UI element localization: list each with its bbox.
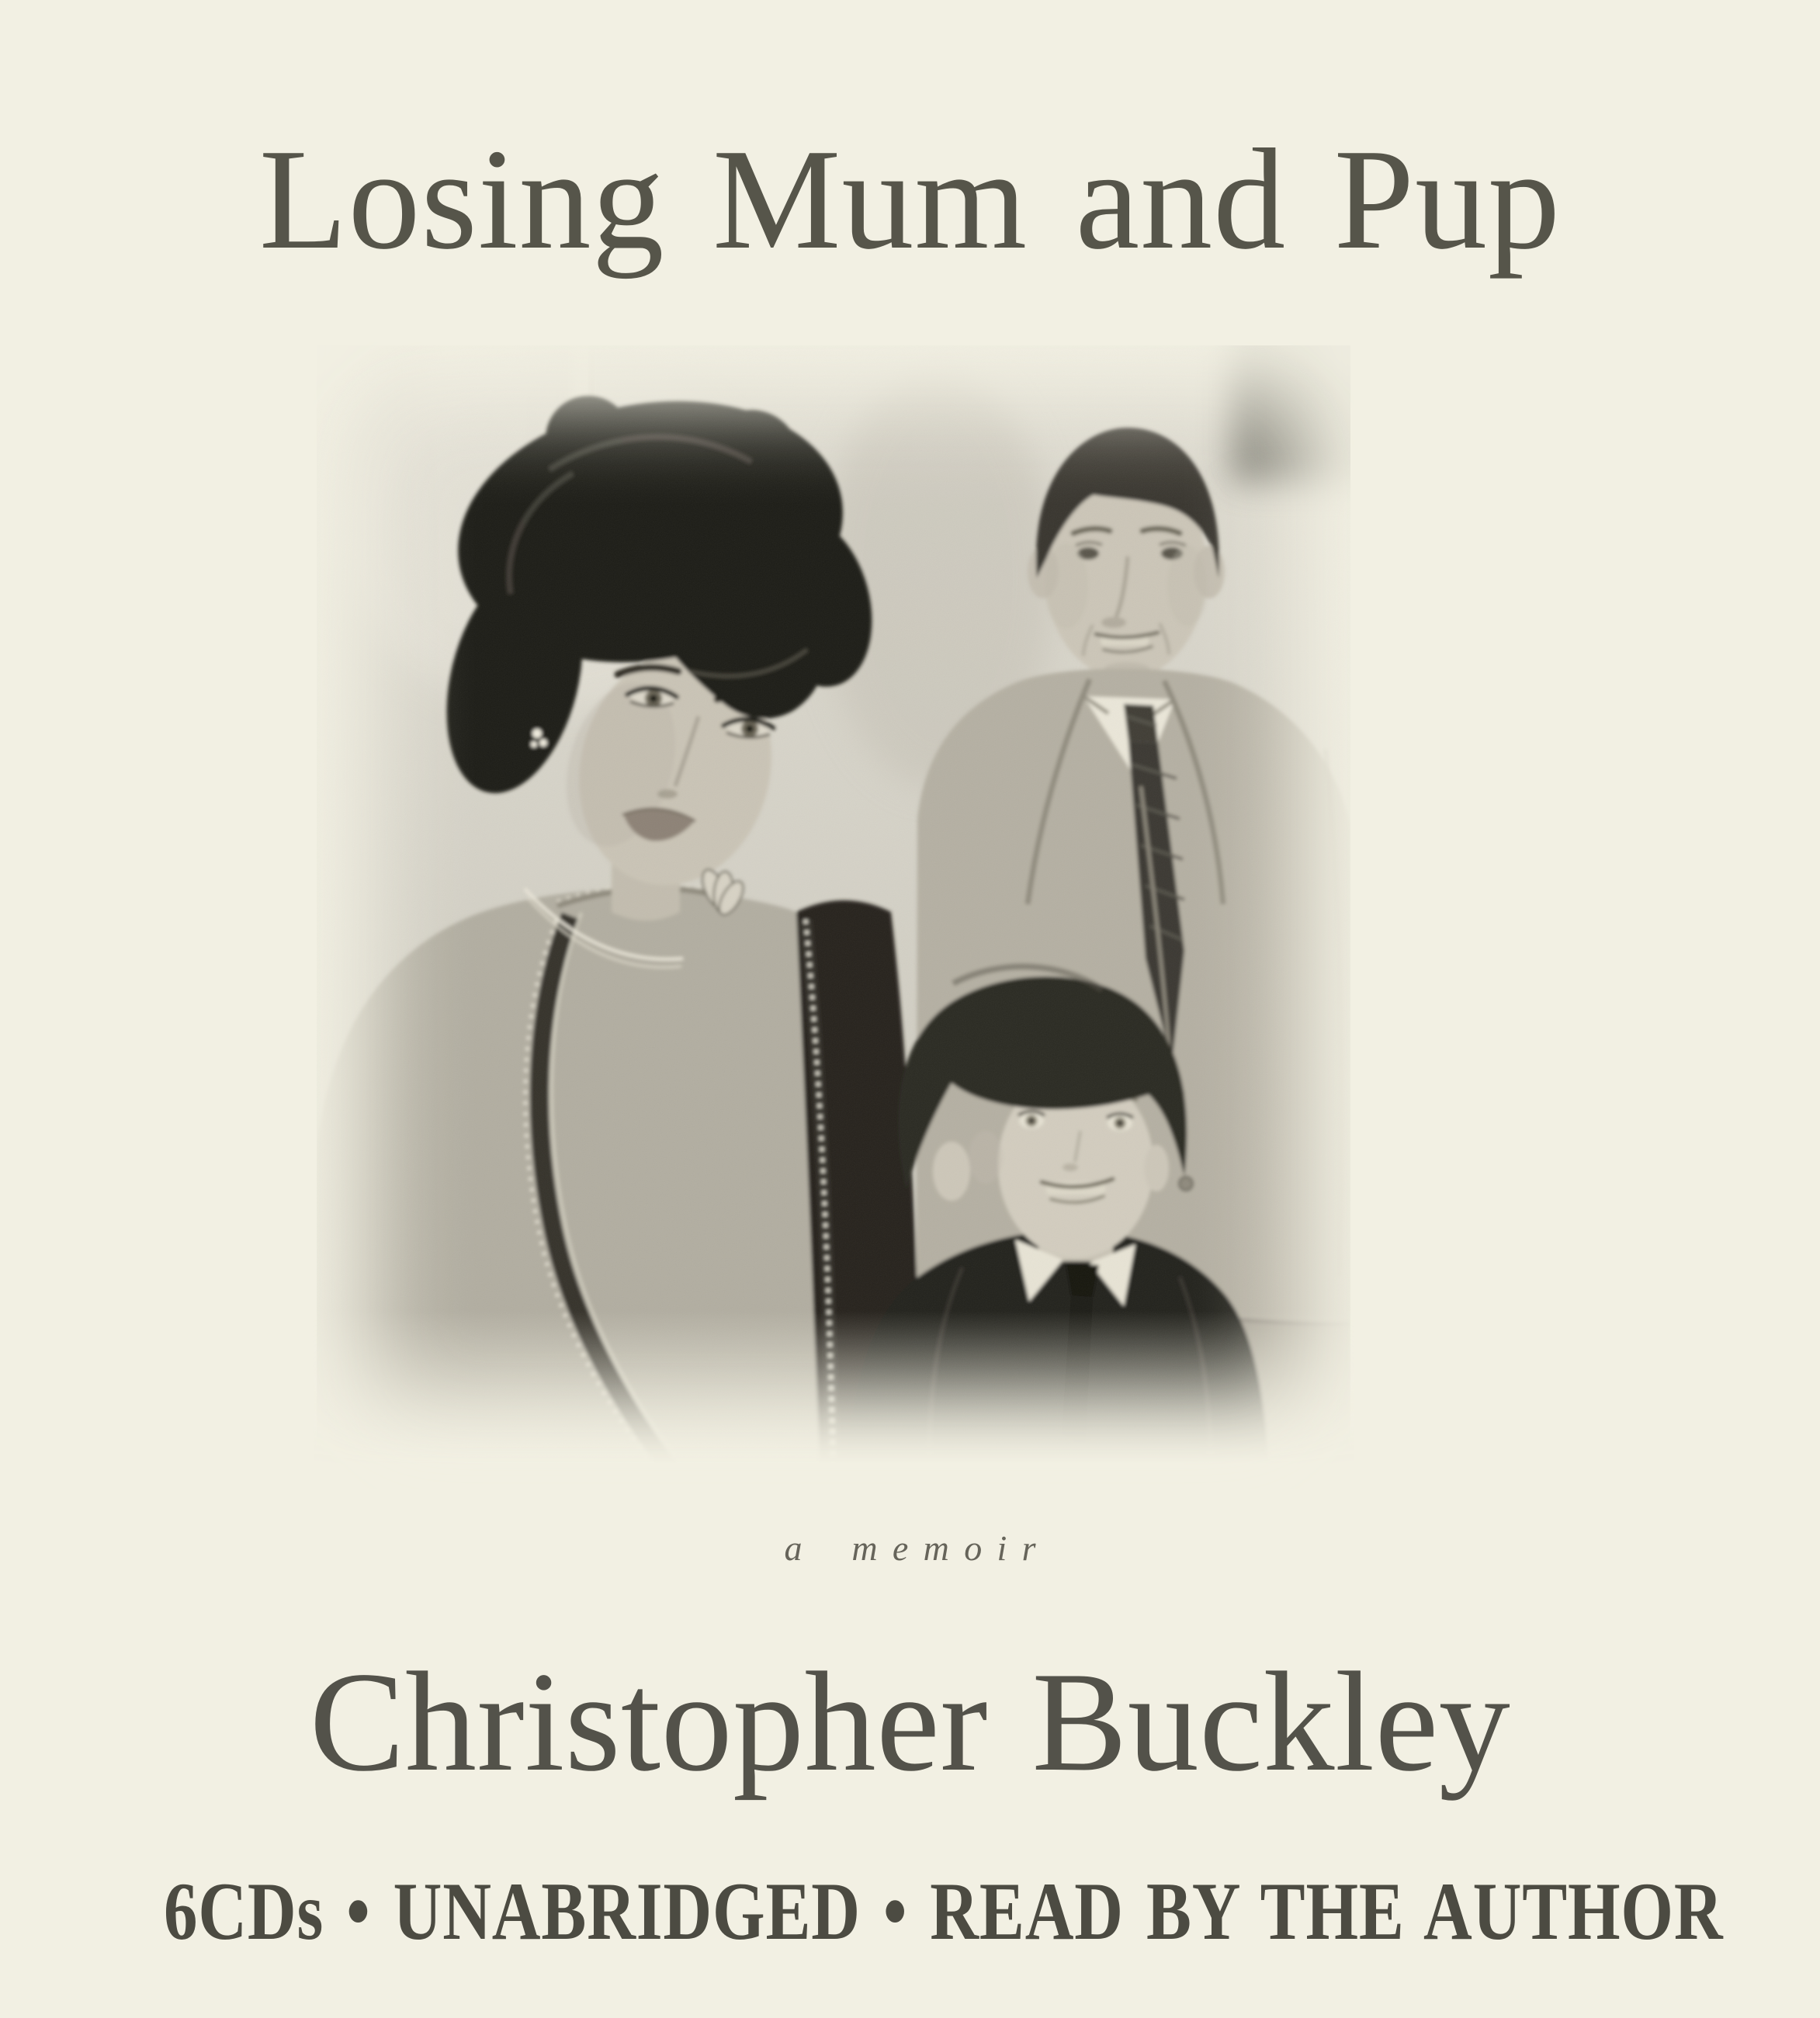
format-line: 6CDs • UNABRIDGED • READ BY THE AUTHOR [164,1866,1724,1957]
author-name: Christopher Buckley [309,1642,1511,1801]
film-grain-overlay [317,345,1350,1486]
family-photo [317,345,1350,1486]
cover-title: Losing Mum and Pup [258,120,1562,279]
memoir-subtitle: a memoir [784,1528,1051,1568]
